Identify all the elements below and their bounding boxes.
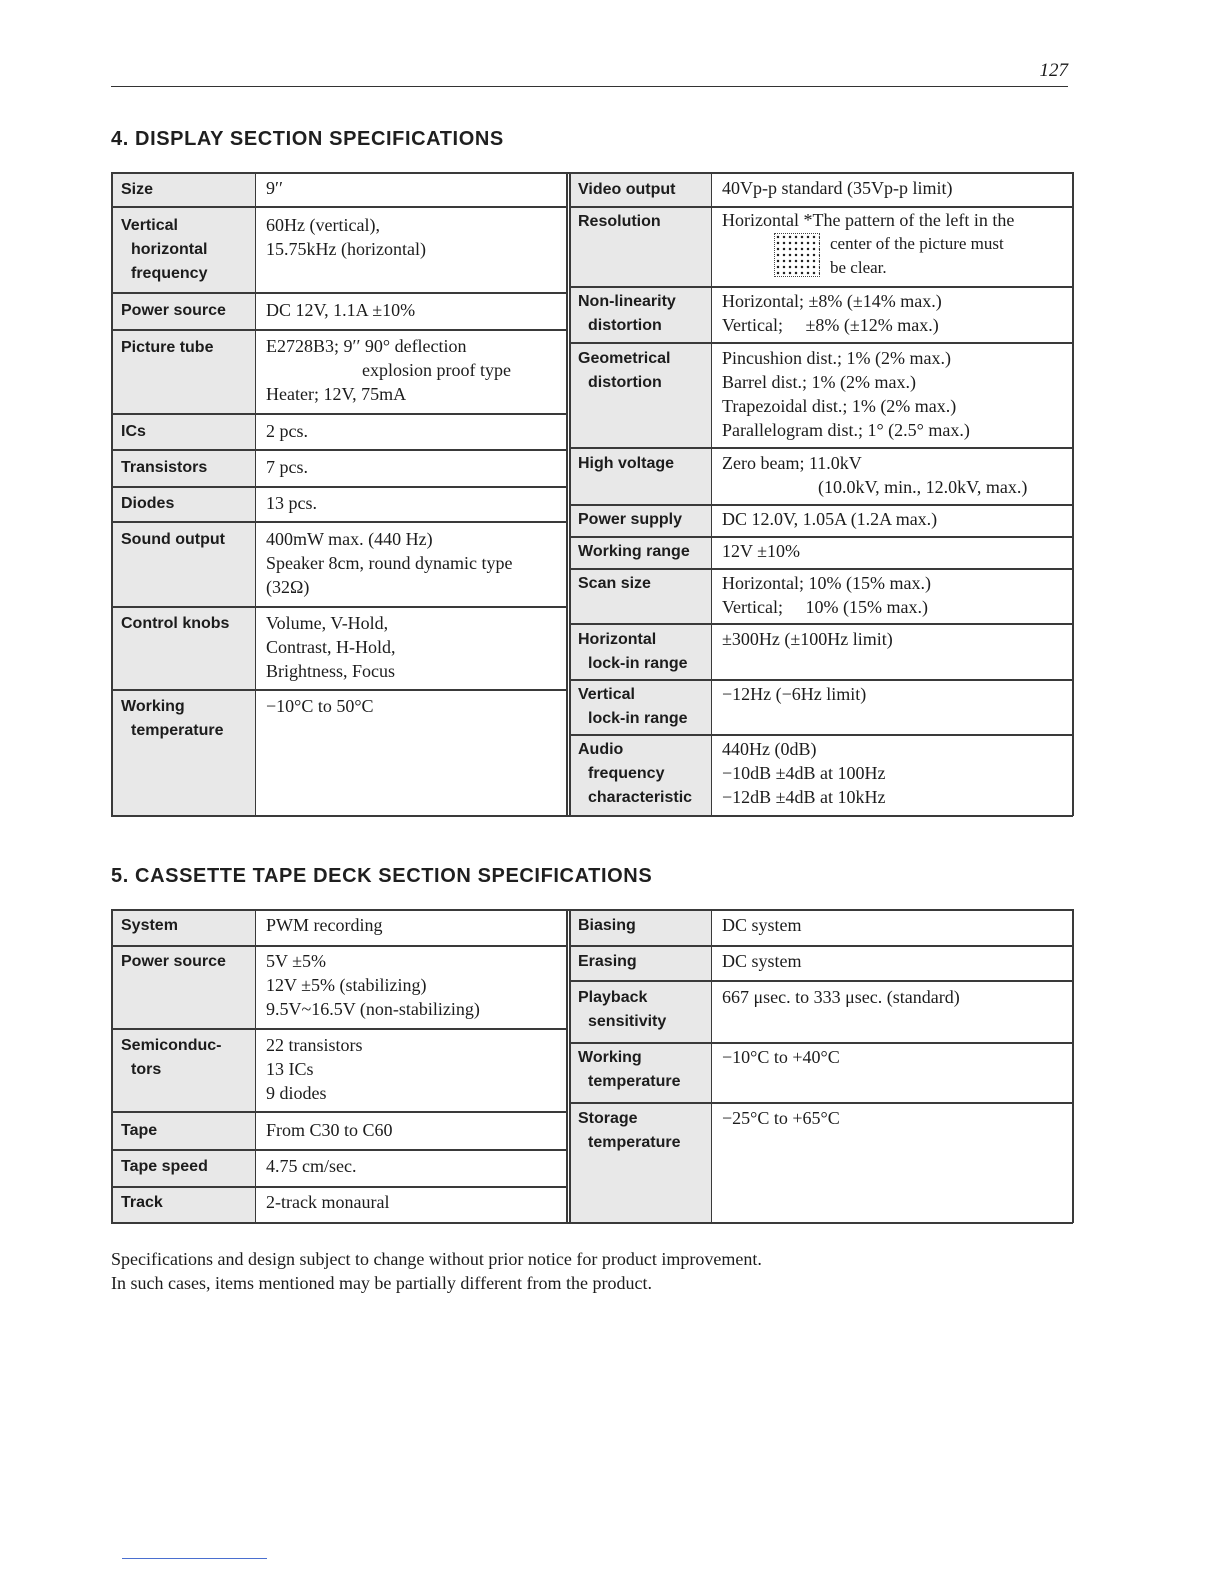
spec-value-transistors: 7 pcs. xyxy=(266,457,308,477)
spec-label-resolution: Resolution xyxy=(578,213,661,230)
spec-label-cassette-working-temperature: Working temperature xyxy=(578,1049,681,1090)
spec-value-vertical-lock-in: −12Hz (−6Hz limit) xyxy=(722,684,867,704)
spec-label-power-source: Power source xyxy=(121,302,226,319)
spec-label-high-voltage: High voltage xyxy=(578,455,675,472)
spec-label-storage-temperature: Storage temperature xyxy=(578,1110,681,1151)
spec-label-geometrical-distortion: Geometrical distortion xyxy=(578,350,671,391)
spec-label-control-knobs: Control knobs xyxy=(121,615,230,632)
spec-label-semiconductors: Semiconduc- tors xyxy=(121,1037,222,1078)
spec-value-video-output: 40Vp-p standard (35Vp-p limit) xyxy=(722,178,953,198)
spec-value-playback-sensitivity: 667 μsec. to 333 μsec. (standard) xyxy=(722,987,960,1007)
spec-value-cassette-power-source: 5V ±5% 12V ±5% (stabilizing) 9.5V~16.5V (non-stabilizing) xyxy=(266,951,480,1019)
spec-value-picture-tube: E2728B3; 9′′ 90° deflection explosion proof type Heater; 12V, 75mA xyxy=(266,336,511,404)
spec-value-horizontal-lock-in: ±300Hz (±100Hz limit) xyxy=(722,629,893,649)
spec-label-working-range: Working range xyxy=(578,543,690,560)
spec-value-ics: 2 pcs. xyxy=(266,421,308,441)
spec-value-tape: From C30 to C60 xyxy=(266,1120,393,1140)
spec-label-size: Size xyxy=(121,181,154,198)
spec-value-storage-temperature: −25°C to +65°C xyxy=(722,1108,840,1128)
spec-label-working-temperature: Working temperature xyxy=(121,698,224,739)
spec-label-playback-sensitivity: Playback sensitivity xyxy=(578,989,667,1030)
spec-value-erasing: DC system xyxy=(722,951,802,971)
spec-label-audio-frequency: Audio frequency characteristic xyxy=(578,741,693,806)
spec-value-track: 2-track monaural xyxy=(266,1192,390,1212)
spec-value-tape-speed: 4.75 cm/sec. xyxy=(266,1156,357,1176)
spec-value-frequency: 60Hz (vertical), 15.75kHz (horizontal) xyxy=(266,215,426,259)
spec-value-audio-frequency: 440Hz (0dB) −10dB ±4dB at 100Hz −12dB ±4dB at 10kHz xyxy=(722,739,886,807)
page-number: 127 xyxy=(1039,60,1068,81)
spec-value-resolution: Horizontal *The pattern of the left in the center of the picture must be clear. xyxy=(722,210,1015,277)
spec-label-cassette-power-source: Power source xyxy=(121,953,226,970)
spec-label-ics: ICs xyxy=(121,423,146,440)
spec-label-tape-speed: Tape speed xyxy=(121,1158,208,1175)
header-rule xyxy=(111,86,1068,87)
spec-label-video-output: Video output xyxy=(578,181,676,198)
spec-value-system: PWM recording xyxy=(266,915,383,935)
spec-value-power-supply: DC 12.0V, 1.05A (1.2A max.) xyxy=(722,509,938,529)
cassette-section-heading: 5. CASSETTE TAPE DECK SECTION SPECIFICATIONS xyxy=(111,865,653,887)
spec-value-size: 9′′ xyxy=(266,178,283,198)
spec-value-semiconductors: 22 transistors 13 ICs 9 diodes xyxy=(266,1035,363,1103)
resolution-test-pattern xyxy=(774,233,820,277)
spec-label-power-supply: Power supply xyxy=(578,511,683,528)
spec-value-power-source: DC 12V, 1.1A ±10% xyxy=(266,300,416,320)
footer-note: Specifications and design subject to change without prior notice for product improvement. In such cases, items mentioned may be partially different from the product. xyxy=(111,1249,762,1293)
spec-label-sound-output: Sound output xyxy=(121,531,225,548)
spec-value-control-knobs: Volume, V-Hold, Contrast, H-Hold, Brightness, Focus xyxy=(266,613,396,681)
spec-value-scan-size: Horizontal; 10% (15% max.) Vertical; 10% (15% max.) xyxy=(722,573,931,617)
spec-value-diodes: 13 pcs. xyxy=(266,493,317,513)
spec-label-track: Track xyxy=(121,1194,163,1211)
spec-label-non-linearity: Non-linearity distortion xyxy=(578,293,676,334)
spec-label-biasing: Biasing xyxy=(578,917,636,934)
spec-label-frequency: Vertical horizontal frequency xyxy=(121,217,208,282)
spec-value-non-linearity: Horizontal; ±8% (±14% max.) Vertical; ±8% (±12% max.) xyxy=(722,291,942,335)
spec-label-diodes: Diodes xyxy=(121,495,175,512)
spec-label-horizontal-lock-in: Horizontal lock-in range xyxy=(578,631,688,672)
spec-value-biasing: DC system xyxy=(722,915,802,935)
spec-value-high-voltage: Zero beam; 11.0kV (10.0kV, min., 12.0kV, max.) xyxy=(722,453,1028,497)
bottom-rule xyxy=(122,1558,267,1559)
spec-label-transistors: Transistors xyxy=(121,459,208,476)
spec-value-cassette-working-temperature: −10°C to +40°C xyxy=(722,1047,840,1067)
spec-label-system: System xyxy=(121,917,178,934)
spec-value-geometrical-distortion: Pincushion dist.; 1% (2% max.) Barrel dist.; 1% (2% max.) Trapezoidal dist.; 1% (2% max.) Parallelogram dist.; 1° (2.5° max.) xyxy=(722,348,970,440)
spec-label-vertical-lock-in: Vertical lock-in range xyxy=(578,686,688,727)
spec-label-picture-tube: Picture tube xyxy=(121,339,214,356)
spec-label-scan-size: Scan size xyxy=(578,575,651,592)
display-section-heading: 4. DISPLAY SECTION SPECIFICATIONS xyxy=(111,128,504,150)
spec-label-tape: Tape xyxy=(121,1122,158,1139)
spec-value-sound-output: 400mW max. (440 Hz) Speaker 8cm, round dynamic type (32Ω) xyxy=(266,529,513,597)
spec-label-erasing: Erasing xyxy=(578,953,637,970)
spec-value-working-temperature: −10°C to 50°C xyxy=(266,696,374,716)
spec-value-working-range: 12V ±10% xyxy=(722,541,801,561)
